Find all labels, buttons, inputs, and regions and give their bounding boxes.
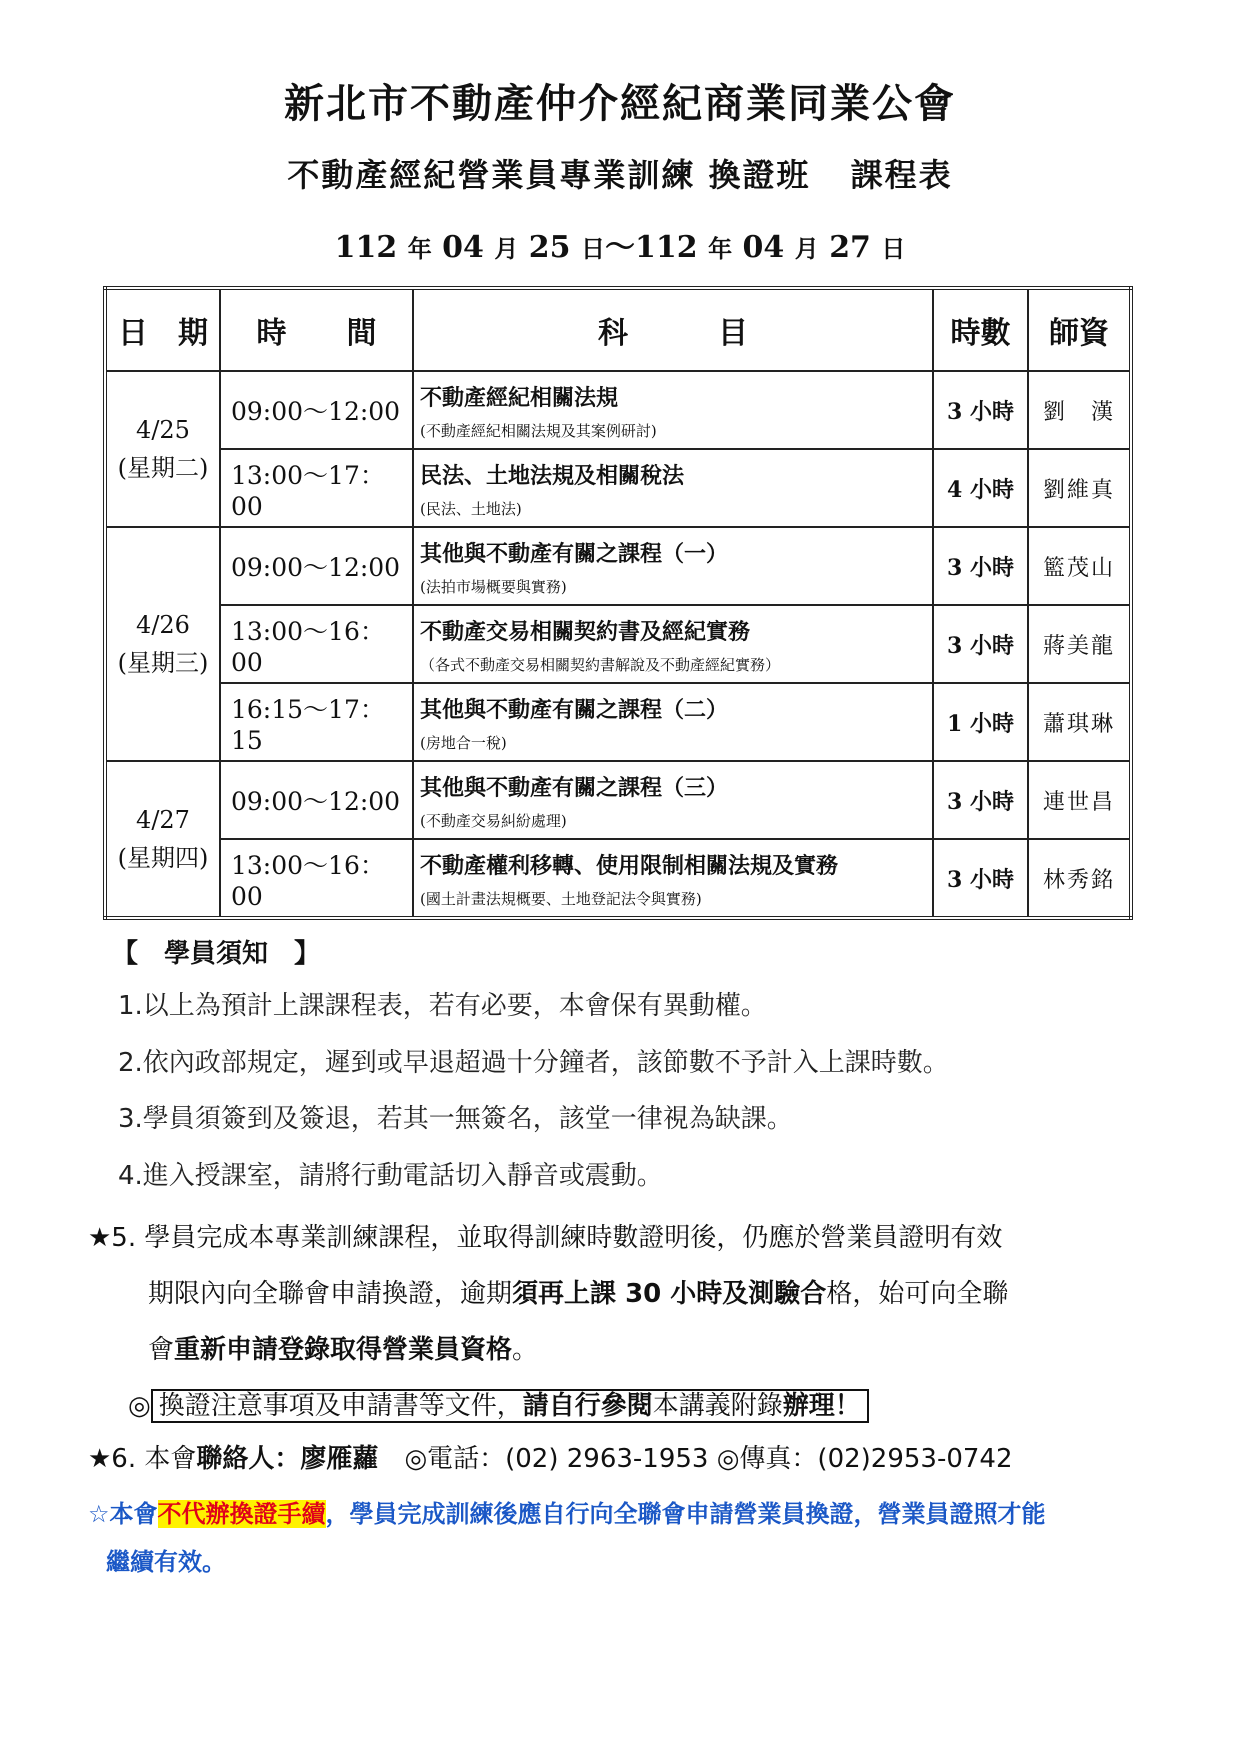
- subject-cell: 不動產權利移轉、使用限制相關法規及實務 (國土計畫法規概要、土地登記法令與實務): [413, 839, 933, 918]
- date-range: 112 年 04 月 25 日～112 年 04 月 27 日: [334, 230, 906, 265]
- subject-cell: 其他與不動產有關之課程（二） (房地合一稅): [413, 683, 933, 761]
- date-cell: 4/26 (星期三): [105, 527, 220, 761]
- table-row: [105, 761, 1131, 839]
- notice-item-4: 4.進入授課室，請將行動電話切入靜音或震動。: [118, 1161, 663, 1191]
- table-header-row: [105, 288, 1131, 371]
- hours-cell: 3 小時: [933, 839, 1028, 918]
- hours-cell: 1 小時: [933, 683, 1028, 761]
- subject-cell: 其他與不動產有關之課程（一） (法拍市場概要與實務): [413, 527, 933, 605]
- subject-cell: 民法、土地法規及相關稅法 (民法、土地法): [413, 449, 933, 527]
- table-row: [105, 371, 1131, 449]
- schedule-table: [103, 286, 1133, 920]
- hours-cell: 3 小時: [933, 371, 1028, 449]
- course-name: 不動產經紀營業員專業訓練 換證班: [287, 156, 811, 194]
- teacher-cell: 蔣美龍: [1028, 605, 1131, 683]
- table-row: [105, 449, 1131, 527]
- table-row: [105, 527, 1131, 605]
- teacher-cell: 連世昌: [1028, 761, 1131, 839]
- attachment-note: ◎ 換證注意事項及申請書等文件，請自行參閱本講義附錄辦理！: [88, 1378, 1128, 1434]
- hours-cell: 4 小時: [933, 449, 1028, 527]
- notice-item-3: 3.學員須簽到及簽退，若其一無簽名，該堂一律視為缺課。: [118, 1104, 793, 1134]
- notice-item-5: ★5. 學員完成本專業訓練課程，並取得訓練時數證明後，仍應於營業員證明有效 期限內向全聯會申請換證，逾期須再上課 30 小時及測驗合格，始可向全聯 會重新申請登錄取得營業員資格。 ◎ 換證注意事項及申請書等文件，請自行參閱本講義附錄辦理！: [88, 1210, 1128, 1434]
- teacher-cell: 劉維真: [1028, 449, 1131, 527]
- notice-item-7: ☆本會不代辦換證手續，學員完成訓練後應自行向全聯會申請營業員換證，營業員證照才能 繼續有效。: [88, 1500, 1046, 1576]
- col-header-date: 日 期: [105, 288, 220, 371]
- hours-cell: 3 小時: [933, 761, 1028, 839]
- subject-cell: 不動產經紀相關法規 (不動產經紀相關法規及其案例研討): [413, 371, 933, 449]
- notice-item-6: ★6. 本會聯絡人：廖雁蘿 ◎電話：(02) 2963-1953 ◎傳真：(02)2953-0742: [88, 1444, 1013, 1474]
- star-icon: ★6.: [88, 1444, 137, 1474]
- time-cell: 16:15～17：15: [220, 683, 413, 761]
- col-header-time: 時 間: [220, 288, 413, 371]
- time-cell: 13:00～16：00: [220, 605, 413, 683]
- table-row: [105, 839, 1131, 918]
- contact-numbers: ◎電話：(02) 2963-1953 ◎傳真：(02)2953-0742: [404, 1444, 1013, 1474]
- schedule-label: 課程表: [850, 156, 953, 194]
- subject-cell: 不動產交易相關契約書及經紀實務 （各式不動產交易相關契約書解說及不動產經紀實務）: [413, 605, 933, 683]
- col-header-hours: 時數: [933, 288, 1028, 371]
- date-cell: 4/27 (星期四): [105, 761, 220, 918]
- hours-cell: 3 小時: [933, 605, 1028, 683]
- time-cell: 13:00～16：00: [220, 839, 413, 918]
- star-icon: ★5.: [88, 1223, 137, 1253]
- highlight-text: 不代辦換證手續: [157, 1500, 326, 1528]
- time-cell: 13:00～17：00: [220, 449, 413, 527]
- teacher-cell: 蕭琪琳: [1028, 683, 1131, 761]
- col-header-teacher: 師資: [1028, 288, 1131, 371]
- time-cell: 09:00～12:00: [220, 761, 413, 839]
- org-title: 新北市不動產仲介經紀商業同業公會: [284, 80, 956, 127]
- notice-item-1: 1.以上為預計上課課程表，若有必要，本會保有異動權。: [118, 991, 767, 1021]
- hours-cell: 3 小時: [933, 527, 1028, 605]
- time-cell: 09:00～12:00: [220, 371, 413, 449]
- notice-item-2: 2.依內政部規定，遲到或早退超過十分鐘者，該節數不予計入上課時數。: [118, 1048, 949, 1078]
- teacher-cell: 林秀銘: [1028, 839, 1131, 918]
- table-row: [105, 683, 1131, 761]
- teacher-cell: 籃茂山: [1028, 527, 1131, 605]
- table-row: [105, 605, 1131, 683]
- teacher-cell: 劉 漢: [1028, 371, 1131, 449]
- notice-heading: 【 學員須知 】: [112, 939, 321, 969]
- contact-person: 聯絡人：廖雁蘿: [196, 1444, 379, 1474]
- time-cell: 09:00～12:00: [220, 527, 413, 605]
- date-cell: 4/25 (星期二): [105, 371, 220, 527]
- course-title: [0, 150, 1240, 196]
- col-header-subject: 科 目: [413, 288, 933, 371]
- subject-cell: 其他與不動產有關之課程（三） (不動產交易糾紛處理): [413, 761, 933, 839]
